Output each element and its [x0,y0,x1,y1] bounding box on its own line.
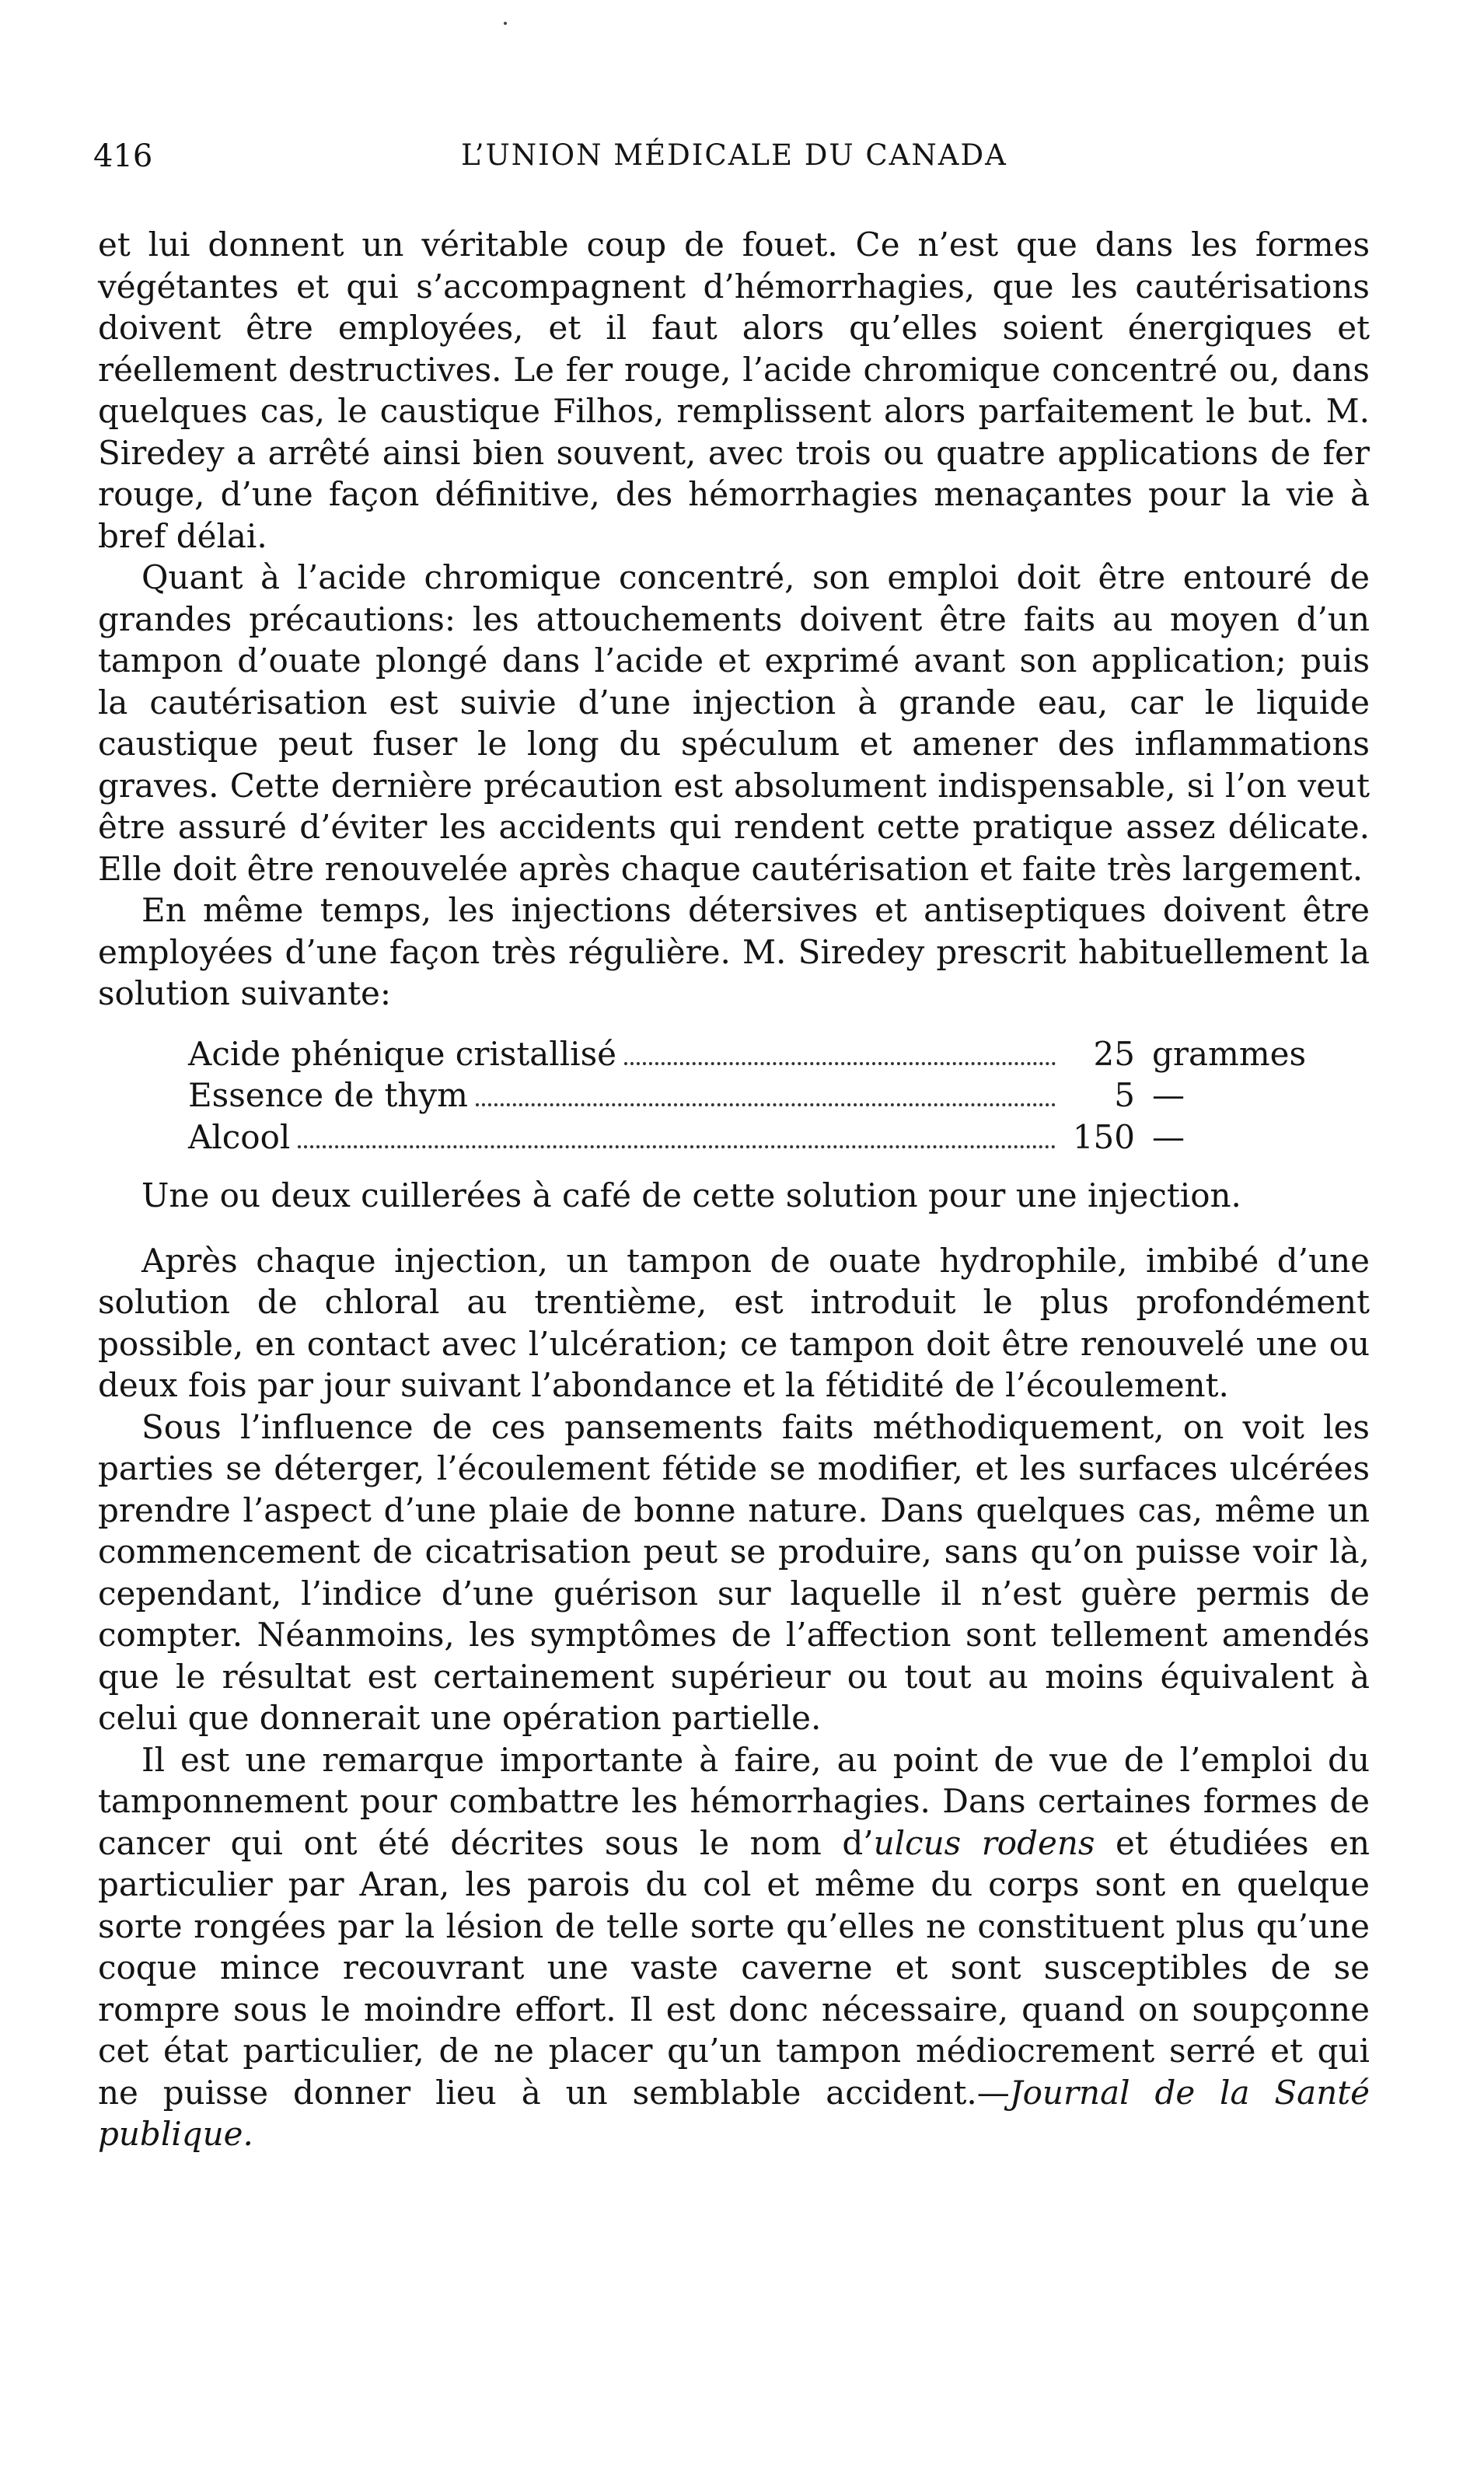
recipe-unit: — [1152,1076,1185,1114]
page-header [93,138,1375,185]
print-speck [504,22,507,25]
recipe-ingredient: Essence de thym [188,1076,468,1114]
page-number: 416 [93,138,153,174]
paragraph-tampon: Après chaque injection, un tampon de ouate hydrophile, imbibé d’une solution de chloral au trentième, est introduit le plus profondément possible, en contact avec l’ulcération; ce tampon doit être renouvelé une ou deux fois par jour suivant l’abondance et la fétidité de l’écoulement. [98,1241,1370,1404]
recipe-unit: — [1152,1117,1185,1156]
recipe-row [188,1033,1323,1075]
running-head: L’UNION MÉDICALE DU CANADA [461,138,1007,172]
recipe-quantity: 5 [1114,1076,1135,1114]
paragraph-pansements: Sous l’influence de ces pansements faits méthodiquement, on voit les parties se déterger, l’écoulement fétide se modifier, et les surfaces ulcérées prendre l’aspect d’une plaie de bonne nature. Dans quelques cas, même un commencement de cicatrisation peut se produire, sans qu’on puisse voir là, cependant, l’indice d’une guérison sur laquelle il n’est guère permis de compter. Néanmoins, les symptômes de l’affection sont tellement amendés que le résultat est certainement supérieur ou tout au moins équivalent à celui que donnerait une opération partielle. [98,1407,1370,1737]
paragraph-tamponnement [98,1739,1370,2155]
paragraph-cauterisation: et lui donnent un véritable coup de fouet. Ce n’est que dans les formes végétantes et qui s’accompagnent d’hémorrhagies, que les cautérisations doivent être employées, et il faut alors qu’elles soient énergiques et réellement destructives. Le fer rouge, l’acide chromique concentré ou, dans quelques cas, le caustique Filhos, remplissent alors parfaitement le but. M. Siredey a arrêté ainsi bien souvent, avec trois ou quatre applications de fer rouge, d’une façon définitive, des hémorrhagies menaçantes pour la vie à bref délai. [98,225,1370,555]
recipe-unit: grammes [1152,1034,1307,1073]
recipe-row [188,1116,1323,1158]
source-citation: Journal de la Santé publique. [98,2073,1371,2153]
dot-leader [624,1062,1056,1065]
paragraph-acide-chromique: Quant à l’acide chromique concentré, son emploi doit être entouré de grandes précautions: les attouchements doivent être faits au moyen d’un tampon d’ouate plongé dans l’acide et exprimé avant son application; puis la cautérisation est suivie d’une injection à grande eau, car le liquide caustique peut fuser le long du spéculum et amener des inflammations graves. Cette dernière précaution est absolument indispensable, si l’on veut être assuré d’éviter les accidents qui rendent cette pratique assez délicate. Elle doit être renouvelée après chaque cautérisation et faite très largement. [98,558,1370,888]
recipe-ingredient: Alcool [188,1117,291,1156]
recipe-quantity: 150 [1072,1117,1135,1156]
dot-leader [298,1145,1056,1148]
paragraph-injections: En même temps, les injections détersives et antiseptiques doivent être employées d’une façon très régulière. M. Siredey prescrit habituellement la solution suivante: [98,891,1370,1012]
recipe-table [188,1033,1323,1158]
recipe-quantity: 25 [1093,1034,1135,1073]
dot-leader [476,1103,1056,1106]
italic-term: ulcus rodens [873,1823,1095,1862]
article-body [98,224,1370,2155]
text-segment: et étudiées en particulier par Aran, les parois du col et même du corps sont en quelque sorte rongées par la lésion de telle sorte qu’elles ne constituent plus qu’une coque mince recouvrant une vaste caverne et sont susceptibles de se rompre sous le moindre effort. Il est donc nécessaire, quand on soupçonne cet état particulier, de ne placer qu’un tampon médiocrement serré et qui ne puisse donner lieu à un semblable accident.— [98,1823,1371,2112]
recipe-ingredient: Acide phénique cristallisé [188,1034,617,1073]
recipe-row [188,1075,1323,1116]
paragraph-dosage: Une ou deux cuillerées à café de cette solution pour une injection. [141,1176,1241,1214]
text-segment: Il est une remarque importante à faire, au point de vue de l’emploi du tamponnement pour combattre les hémorrhagies. Dans certaines formes de cancer qui ont été décrites sous le nom d’ [98,1740,1370,1862]
